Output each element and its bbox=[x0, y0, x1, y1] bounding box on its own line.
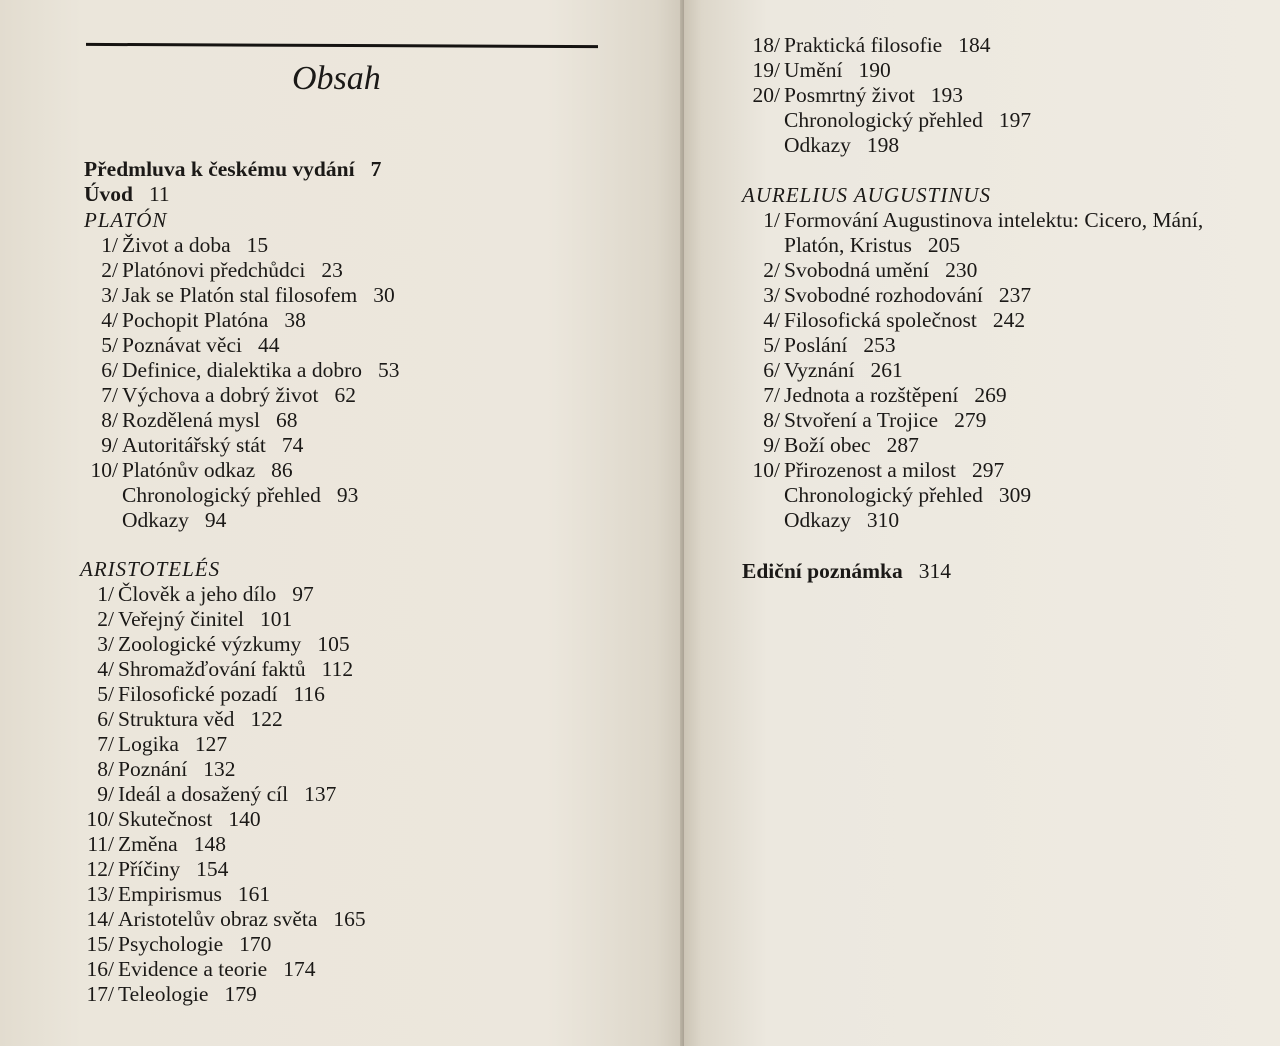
toc-page: 68 bbox=[275, 408, 298, 432]
toc-page: 53 bbox=[378, 358, 400, 382]
toc-label: Logika bbox=[118, 732, 179, 756]
chapter-number: 18/ bbox=[752, 33, 780, 57]
toc-entry-foreword bbox=[84, 157, 381, 182]
toc-label: Posmrtný život bbox=[784, 83, 915, 107]
chapter-number: 14/ bbox=[86, 907, 114, 931]
section-title: AURELIUS AUGUSTINUS bbox=[742, 183, 992, 207]
toc-page: 237 bbox=[998, 283, 1032, 307]
toc-label: Odkazy bbox=[122, 508, 189, 532]
toc-page: 184 bbox=[958, 33, 991, 57]
toc-page: 112 bbox=[321, 657, 354, 681]
toc-page: 287 bbox=[886, 433, 919, 457]
toc-page: 242 bbox=[992, 308, 1026, 332]
toc-page: 62 bbox=[334, 383, 356, 407]
toc-label: Formování Augustinova intelektu: Cicero, Mání, bbox=[784, 208, 1204, 232]
toc-page: 127 bbox=[194, 732, 228, 756]
toc-entry bbox=[752, 83, 1031, 108]
toc-entry bbox=[752, 58, 1031, 83]
toc-entry bbox=[86, 907, 366, 932]
toc-entry bbox=[101, 258, 400, 283]
toc-label: Aristotelův obraz světa bbox=[118, 907, 318, 931]
toc-label: Boží obec bbox=[784, 433, 871, 457]
toc-label: Ediční poznámka bbox=[742, 559, 903, 583]
toc-label: Úvod bbox=[84, 182, 133, 206]
toc-label: Platónův odkaz bbox=[122, 458, 256, 482]
toc-page: 310 bbox=[866, 508, 900, 532]
toc-label: Vyznání bbox=[784, 358, 855, 382]
toc-entry bbox=[101, 233, 400, 258]
toc-page: 23 bbox=[321, 258, 343, 282]
toc-label: Člověk a jeho dílo bbox=[118, 582, 277, 606]
toc-page: 132 bbox=[203, 757, 236, 781]
toc-label: Odkazy bbox=[784, 133, 851, 157]
toc-page: 253 bbox=[863, 333, 896, 357]
toc-entry bbox=[763, 208, 1204, 233]
chapter-number: 4/ bbox=[763, 308, 780, 332]
toc-label: Filosofická společnost bbox=[784, 308, 977, 332]
toc-page: 314 bbox=[918, 559, 951, 583]
chapter-number: 3/ bbox=[97, 632, 114, 656]
chapter-number: 9/ bbox=[763, 433, 780, 457]
toc-entry bbox=[97, 757, 366, 782]
toc-entry bbox=[101, 383, 400, 408]
toc-page: 309 bbox=[998, 483, 1032, 507]
toc-page: 279 bbox=[954, 408, 987, 432]
toc-label: Filosofické pozadí bbox=[118, 682, 278, 706]
chapter-number: 1/ bbox=[763, 208, 780, 232]
toc-entry bbox=[763, 333, 1203, 358]
toc-entry bbox=[101, 308, 400, 333]
chapter-number: 9/ bbox=[97, 782, 114, 806]
chapter-number: 4/ bbox=[97, 657, 114, 681]
toc-page: 261 bbox=[870, 358, 903, 382]
toc-label: Výchova a dobrý život bbox=[122, 383, 319, 407]
toc-entry bbox=[763, 408, 1203, 433]
chapter-number: 8/ bbox=[101, 408, 118, 432]
toc-page: 86 bbox=[271, 458, 293, 482]
toc-label: Život a doba bbox=[122, 233, 231, 257]
toc-entry bbox=[86, 982, 366, 1007]
toc-entry bbox=[97, 607, 366, 632]
section-heading-augustinus bbox=[742, 183, 991, 208]
aristoteles-chapters-part1 bbox=[86, 582, 366, 1007]
chapter-number: 5/ bbox=[101, 333, 118, 357]
toc-label: Poznání bbox=[118, 757, 188, 781]
toc-label: Přirozenost a milost bbox=[784, 458, 956, 482]
chapter-number: 16/ bbox=[86, 957, 114, 981]
toc-page: 105 bbox=[317, 632, 350, 656]
toc-entry bbox=[763, 433, 1203, 458]
toc-entry bbox=[101, 283, 400, 308]
toc-entry bbox=[763, 383, 1203, 408]
toc-entry bbox=[97, 732, 366, 757]
toc-label: Umění bbox=[784, 58, 843, 82]
section-title: PLATÓN bbox=[84, 208, 168, 232]
toc-page: 94 bbox=[204, 508, 227, 532]
toc-entry bbox=[86, 882, 366, 907]
aristoteles-chapters-part2 bbox=[752, 33, 1032, 158]
section-title: ARISTOTELÉS bbox=[80, 557, 221, 581]
section-heading-platon bbox=[84, 208, 167, 233]
toc-page: 193 bbox=[930, 83, 964, 107]
toc-label: Svobodné rozhodování bbox=[784, 283, 983, 307]
toc-label: Odkazy bbox=[784, 508, 851, 532]
toc-entry-references bbox=[122, 508, 400, 533]
chapter-number: 19/ bbox=[752, 58, 780, 82]
toc-page: 38 bbox=[284, 308, 306, 332]
toc-entry bbox=[101, 358, 400, 383]
toc-entry-chronology bbox=[784, 108, 1031, 133]
toc-entry bbox=[763, 258, 1203, 283]
chapter-number: 7/ bbox=[97, 732, 114, 756]
toc-page: 7 bbox=[370, 157, 382, 181]
toc-entry bbox=[97, 682, 366, 707]
toc-label: Definice, dialektika a dobro bbox=[122, 358, 362, 382]
toc-label: Evidence a teorie bbox=[118, 957, 268, 981]
toc-label: Pochopit Platóna bbox=[122, 308, 269, 332]
chapter-number: 2/ bbox=[97, 607, 114, 631]
toc-label: Autoritářský stát bbox=[122, 433, 266, 457]
toc-page: 116 bbox=[293, 682, 325, 706]
toc-label: Empirismus bbox=[118, 882, 222, 906]
toc-page: 101 bbox=[259, 607, 293, 631]
toc-page: 170 bbox=[239, 932, 272, 956]
chapter-number: 6/ bbox=[763, 358, 780, 382]
toc-label: Rozdělená mysl bbox=[122, 408, 260, 432]
toc-entry bbox=[97, 582, 366, 607]
toc-page: 197 bbox=[998, 108, 1032, 132]
toc-page: 269 bbox=[974, 383, 1007, 407]
chapter-number: 8/ bbox=[97, 757, 114, 781]
toc-page: 11 bbox=[148, 182, 170, 206]
toc-page: 161 bbox=[237, 882, 271, 906]
toc-entry bbox=[101, 333, 400, 358]
toc-label: Svobodná umění bbox=[784, 258, 930, 282]
toc-page: 140 bbox=[228, 807, 261, 831]
toc-entry bbox=[86, 857, 366, 882]
toc-label: Chronologický přehled bbox=[122, 483, 321, 507]
right-page bbox=[684, 0, 1280, 1046]
toc-page: 148 bbox=[193, 832, 226, 856]
chapter-number: 7/ bbox=[763, 383, 780, 407]
chapter-number: 7/ bbox=[101, 383, 118, 407]
toc-page: 122 bbox=[250, 707, 283, 731]
toc-label: Změna bbox=[118, 832, 178, 856]
toc-entry bbox=[752, 33, 1031, 58]
editorial-note bbox=[742, 559, 951, 584]
toc-label: Skutečnost bbox=[118, 807, 213, 831]
toc-label: Jednota a rozštěpení bbox=[784, 383, 959, 407]
toc-label: Stvoření a Trojice bbox=[784, 408, 939, 432]
toc-entry-continuation bbox=[784, 233, 1203, 258]
chapter-number: 8/ bbox=[763, 408, 780, 432]
toc-label: Praktická filosofie bbox=[784, 33, 943, 57]
toc-entry bbox=[101, 408, 400, 433]
toc-entry bbox=[97, 707, 366, 732]
chapter-number: 17/ bbox=[86, 982, 114, 1006]
toc-label: Jak se Platón stal filosofem bbox=[122, 283, 358, 307]
toc-entry bbox=[87, 832, 366, 857]
chapter-number: 15/ bbox=[86, 932, 114, 956]
toc-label: Veřejný činitel bbox=[118, 607, 244, 631]
chapter-number: 10/ bbox=[86, 807, 114, 831]
toc-label: Chronologický přehled bbox=[784, 108, 983, 132]
toc-entry bbox=[86, 957, 366, 982]
toc-page: 137 bbox=[304, 782, 337, 806]
toc-label: Shromažďování faktů bbox=[118, 657, 306, 681]
chapter-number: 20/ bbox=[752, 83, 780, 107]
front-matter bbox=[84, 157, 381, 207]
toc-page: 198 bbox=[866, 133, 900, 157]
chapter-number: 13/ bbox=[86, 882, 114, 906]
chapter-number: 5/ bbox=[97, 682, 114, 706]
chapter-number: 11/ bbox=[87, 832, 114, 856]
toc-entry bbox=[763, 283, 1203, 308]
toc-entry-references bbox=[784, 133, 1031, 158]
toc-entry bbox=[86, 932, 366, 957]
toc-entry-editorial-note bbox=[742, 559, 951, 584]
toc-entry bbox=[97, 632, 366, 657]
chapter-number: 4/ bbox=[101, 308, 118, 332]
top-rule bbox=[86, 43, 598, 48]
chapter-number: 3/ bbox=[763, 283, 780, 307]
toc-page: 97 bbox=[292, 582, 314, 606]
toc-page: 179 bbox=[224, 982, 257, 1006]
toc-entry bbox=[86, 807, 366, 832]
chapter-number: 1/ bbox=[97, 582, 114, 606]
chapter-number: 3/ bbox=[101, 283, 118, 307]
toc-page: 190 bbox=[858, 58, 891, 82]
toc-entry-introduction bbox=[84, 182, 381, 207]
platon-chapters bbox=[90, 233, 400, 533]
toc-label: Struktura věd bbox=[118, 707, 235, 731]
contents-title: Obsah bbox=[292, 60, 381, 97]
toc-page: 74 bbox=[281, 433, 304, 457]
toc-entry bbox=[97, 657, 366, 682]
toc-label: Zoologické výzkumy bbox=[118, 632, 302, 656]
toc-page: 297 bbox=[971, 458, 1005, 482]
chapter-number: 1/ bbox=[101, 233, 118, 257]
toc-page: 93 bbox=[336, 483, 359, 507]
toc-page: 205 bbox=[927, 233, 961, 257]
toc-label: Ideál a dosažený cíl bbox=[118, 782, 289, 806]
toc-page: 30 bbox=[373, 283, 395, 307]
toc-label: Poznávat věci bbox=[122, 333, 242, 357]
toc-label: Platónovi předchůdci bbox=[122, 258, 306, 282]
chapter-number: 12/ bbox=[86, 857, 114, 881]
toc-entry-chronology bbox=[122, 483, 400, 508]
toc-page: 174 bbox=[283, 957, 316, 981]
toc-entry-chronology bbox=[784, 483, 1203, 508]
toc-page: 154 bbox=[196, 857, 229, 881]
toc-entry bbox=[763, 358, 1203, 383]
chapter-number: 2/ bbox=[763, 258, 780, 282]
toc-page: 230 bbox=[945, 258, 978, 282]
toc-label: Chronologický přehled bbox=[784, 483, 983, 507]
chapter-number: 5/ bbox=[763, 333, 780, 357]
toc-entry bbox=[752, 458, 1203, 483]
chapter-number: 10/ bbox=[90, 458, 118, 482]
chapter-number: 2/ bbox=[101, 258, 118, 282]
toc-page: 15 bbox=[246, 233, 269, 257]
toc-label: Příčiny bbox=[118, 857, 181, 881]
toc-entry bbox=[101, 433, 400, 458]
toc-label: Poslání bbox=[784, 333, 848, 357]
toc-label: Předmluva k českému vydání bbox=[84, 157, 355, 181]
toc-label: Teleologie bbox=[118, 982, 209, 1006]
toc-entry-references bbox=[784, 508, 1203, 533]
section-heading-aristoteles bbox=[80, 557, 220, 582]
chapter-number: 10/ bbox=[752, 458, 780, 482]
toc-label: Platón, Kristus bbox=[784, 233, 912, 257]
toc-label: Psychologie bbox=[118, 932, 224, 956]
toc-entry bbox=[97, 782, 366, 807]
toc-page: 44 bbox=[258, 333, 280, 357]
chapter-number: 9/ bbox=[101, 433, 118, 457]
augustinus-chapters bbox=[752, 208, 1204, 533]
chapter-number: 6/ bbox=[101, 358, 118, 382]
toc-page: 165 bbox=[333, 907, 366, 931]
toc-entry bbox=[763, 308, 1203, 333]
toc-entry bbox=[90, 458, 400, 483]
chapter-number: 6/ bbox=[97, 707, 114, 731]
